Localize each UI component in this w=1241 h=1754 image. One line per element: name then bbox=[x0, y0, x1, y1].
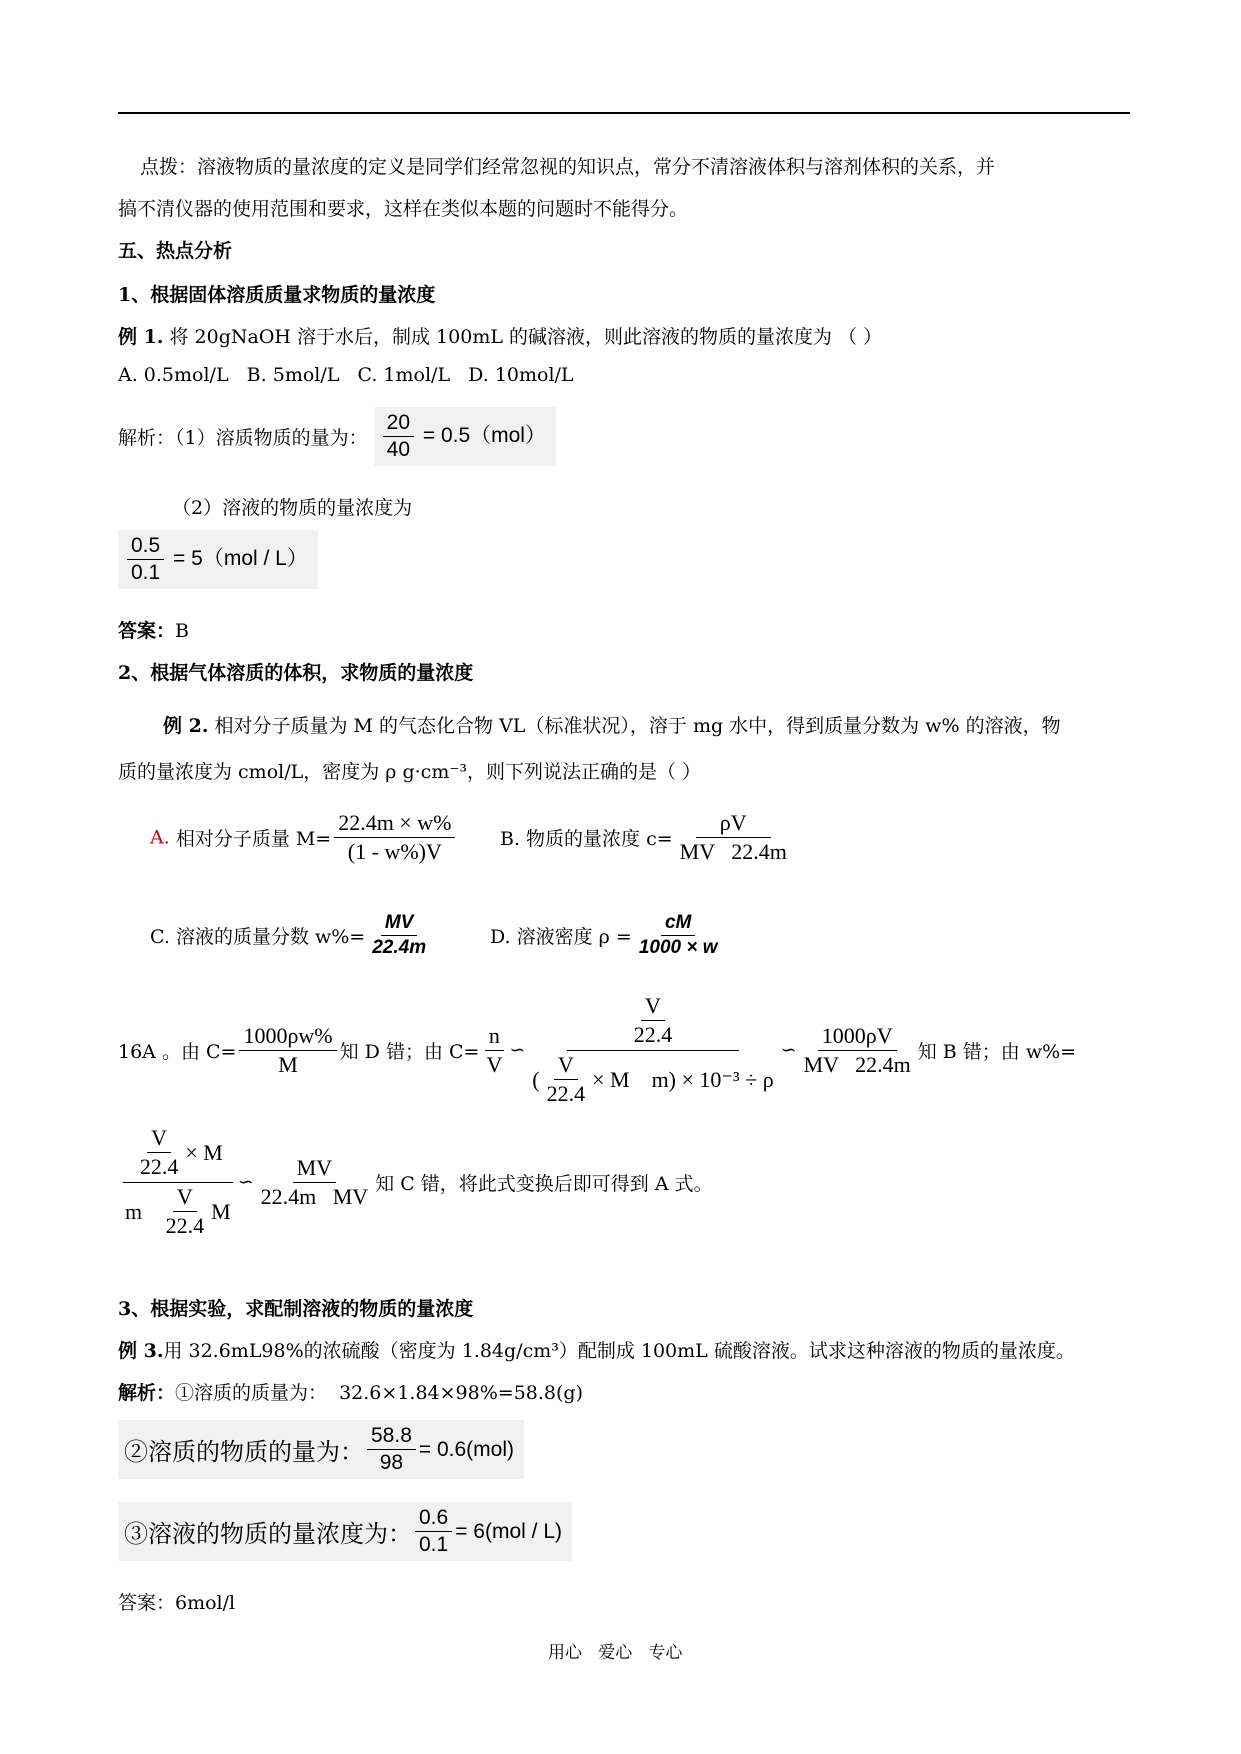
example-1-solution-1 bbox=[118, 407, 556, 466]
example-3-answer bbox=[118, 1588, 235, 1615]
fraction-numerator: 1000ρw% bbox=[239, 1023, 336, 1051]
example-3 bbox=[118, 1336, 1075, 1363]
footer-text: 用心 爱心 专心 bbox=[548, 1643, 683, 1663]
fraction-numerator: cM bbox=[661, 912, 695, 936]
example-2-line-1: 相对分子质量为 M 的气态化合物 VL（标准状况），溶于 mg 水中，得到质量分数为 w% 的溶液，物 bbox=[214, 715, 1061, 737]
example-2-solution-1 bbox=[118, 993, 1076, 1107]
fraction-denominator: MV 22.4m bbox=[803, 1051, 911, 1077]
example-3-solution-3 bbox=[118, 1502, 572, 1561]
compound-fraction bbox=[121, 1125, 235, 1239]
approx-symbol: ∽ bbox=[237, 1171, 254, 1193]
fraction-numerator: V bbox=[554, 1052, 578, 1080]
fraction-denominator: 22.4 bbox=[165, 1213, 205, 1238]
fraction-numerator: 22.4m × w% bbox=[334, 810, 455, 838]
heading-3: 3、根据实验，求配制溶液的物质的量浓度 bbox=[118, 1298, 474, 1320]
answer-value: B bbox=[175, 620, 189, 642]
example-1-options: A. 0.5mol/L B. 5mol/L C. 1mol/L D. 10mol/L bbox=[118, 364, 574, 386]
solution-text-1: 知 D 错；由 C= bbox=[339, 1040, 480, 1063]
fraction-denominator: 1000 × w bbox=[638, 937, 718, 958]
fraction-numerator: V bbox=[147, 1125, 171, 1153]
example-3-text: 用 32.6mL98%的浓硫酸（密度为 1.84g/cm³）配制成 100mL 硫酸溶液。试求这种溶液的物质的量浓度。 bbox=[163, 1340, 1075, 1362]
fraction-part: M bbox=[211, 1198, 231, 1224]
formula-result: = 5（mol / L） bbox=[173, 547, 308, 571]
fraction-numerator: V bbox=[641, 993, 665, 1021]
solution-1-formula bbox=[374, 407, 556, 466]
option-b-text: B. 物质的量浓度 c= bbox=[500, 828, 673, 850]
solution-1-label: 解析：（1）溶质物质的量为： bbox=[118, 427, 368, 449]
answer-label: 答案： bbox=[118, 620, 176, 642]
example-3-solution-1 bbox=[118, 1378, 583, 1405]
fraction-numerator: 0.5 bbox=[127, 534, 164, 560]
fraction-numerator: 0.6 bbox=[415, 1506, 452, 1532]
fraction-denominator: 40 bbox=[386, 438, 410, 461]
option-c-text: C. 溶液的质量分数 w%= bbox=[150, 926, 366, 948]
example-3-label: 例 3. bbox=[118, 1340, 164, 1362]
fraction-denominator: V bbox=[486, 1051, 503, 1077]
example-3-solution-2 bbox=[118, 1420, 524, 1479]
fraction-numerator: n bbox=[485, 1023, 504, 1051]
fraction-denominator: 22.4m MV bbox=[260, 1183, 369, 1209]
fraction-denominator: 0.1 bbox=[419, 1533, 449, 1556]
fraction-denominator: 22.4 bbox=[139, 1154, 179, 1179]
fraction-numerator: V bbox=[173, 1184, 197, 1212]
fraction-numerator: ρV bbox=[696, 810, 771, 838]
approx-symbol: ∽ bbox=[509, 1039, 526, 1061]
fraction-denominator: 98 bbox=[379, 1451, 404, 1474]
section-heading: 五、热点分析 bbox=[118, 240, 233, 262]
fraction-denominator: M bbox=[278, 1051, 298, 1077]
option-a-letter: A. bbox=[150, 826, 170, 849]
formula-result: = 0.6(mol) bbox=[418, 1437, 514, 1461]
solution-text-3: 知 C 错，将此式变换后即可得到 A 式。 bbox=[375, 1172, 713, 1195]
fraction-denominator: 22.4 bbox=[633, 1022, 673, 1047]
option-a bbox=[150, 810, 458, 865]
fraction-denominator: 0.1 bbox=[131, 561, 161, 584]
fraction-part: m bbox=[125, 1198, 143, 1224]
fraction-denominator: (1 - w%)V bbox=[347, 839, 442, 864]
fraction-numerator: 1000ρV bbox=[818, 1023, 897, 1051]
option-b bbox=[500, 810, 794, 865]
fraction-numerator: 58.8 bbox=[367, 1424, 416, 1450]
option-a-text: 相对分子质量 M= bbox=[175, 828, 332, 850]
solution-prefix: 16A 。由 C= bbox=[118, 1040, 237, 1063]
fraction-rest: × M m) × 10⁻³ ÷ ρ bbox=[592, 1066, 774, 1092]
fraction-numerator: 20 bbox=[383, 411, 414, 437]
solution-3-label: ③溶液的物质的量浓度为： bbox=[124, 1521, 412, 1548]
fraction-denominator: MV 22.4m bbox=[679, 839, 787, 864]
option-c bbox=[150, 912, 433, 959]
example-2-solution-2 bbox=[118, 1125, 713, 1239]
fraction-denominator: 22.4 bbox=[546, 1081, 586, 1106]
example-2-label: 例 2. bbox=[163, 715, 209, 737]
fraction-denominator: 22.4m bbox=[372, 937, 427, 958]
example-1-answer bbox=[118, 616, 189, 643]
formula-result: = 6(mol / L) bbox=[455, 1519, 562, 1543]
option-d-text: D. 溶液密度 ρ = bbox=[490, 926, 632, 948]
example-1-text: 将 20gNaOH 溶于水后，制成 100mL 的碱溶液，则此溶液的物质的量浓度为 （ ） bbox=[169, 326, 883, 348]
solution-text-2: 知 B 错；由 w%= bbox=[917, 1040, 1077, 1063]
example-1-label: 例 1. bbox=[118, 326, 164, 348]
solution-2-formula bbox=[118, 530, 318, 589]
tip-line-1: 点拨：溶液物质的量浓度的定义是同学们经常忽视的知识点，常分不清溶液体积与溶剂体积的关系，并 bbox=[140, 156, 996, 178]
option-d bbox=[490, 912, 725, 959]
heading-1: 1、根据固体溶质质量求物质的量浓度 bbox=[118, 284, 436, 306]
header-rule bbox=[118, 112, 1130, 114]
approx-symbol: ∽ bbox=[780, 1039, 797, 1061]
solution-2-label: ②溶质的物质的量为： bbox=[124, 1439, 364, 1466]
example-2-line-2: 质的量浓度为 cmol/L，密度为 ρ g·cm⁻³，则下列说法正确的是（ ） bbox=[118, 761, 702, 783]
answer-value: 6mol/l bbox=[175, 1592, 236, 1614]
solution-label: 解析： bbox=[118, 1382, 176, 1404]
fraction-numerator: MV bbox=[293, 1155, 336, 1183]
solution-1: ①溶质的质量为： 32.6×1.84×98%=58.8(g) bbox=[175, 1382, 583, 1404]
answer-label: 答案： bbox=[118, 1592, 176, 1614]
heading-2: 2、根据气体溶质的体积，求物质的量浓度 bbox=[118, 662, 474, 684]
fraction-numerator: MV bbox=[381, 912, 418, 936]
example-1 bbox=[118, 322, 882, 349]
example-1-solution-2: （2）溶液的物质的量浓度为 bbox=[172, 497, 413, 519]
formula-result: = 0.5（mol） bbox=[422, 424, 546, 448]
compound-fraction: $\frac{V}{22.4}$ ( $\frac{V}{22.4}$ × M m) × 10⁻³ ÷ ρ bbox=[532, 993, 774, 1106]
fraction-rest: × M bbox=[185, 1139, 223, 1165]
example-2 bbox=[163, 711, 1061, 738]
tip-line-2: 搞不清仪器的使用范围和要求，这样在类似本题的问题时不能得分。 bbox=[118, 198, 689, 220]
